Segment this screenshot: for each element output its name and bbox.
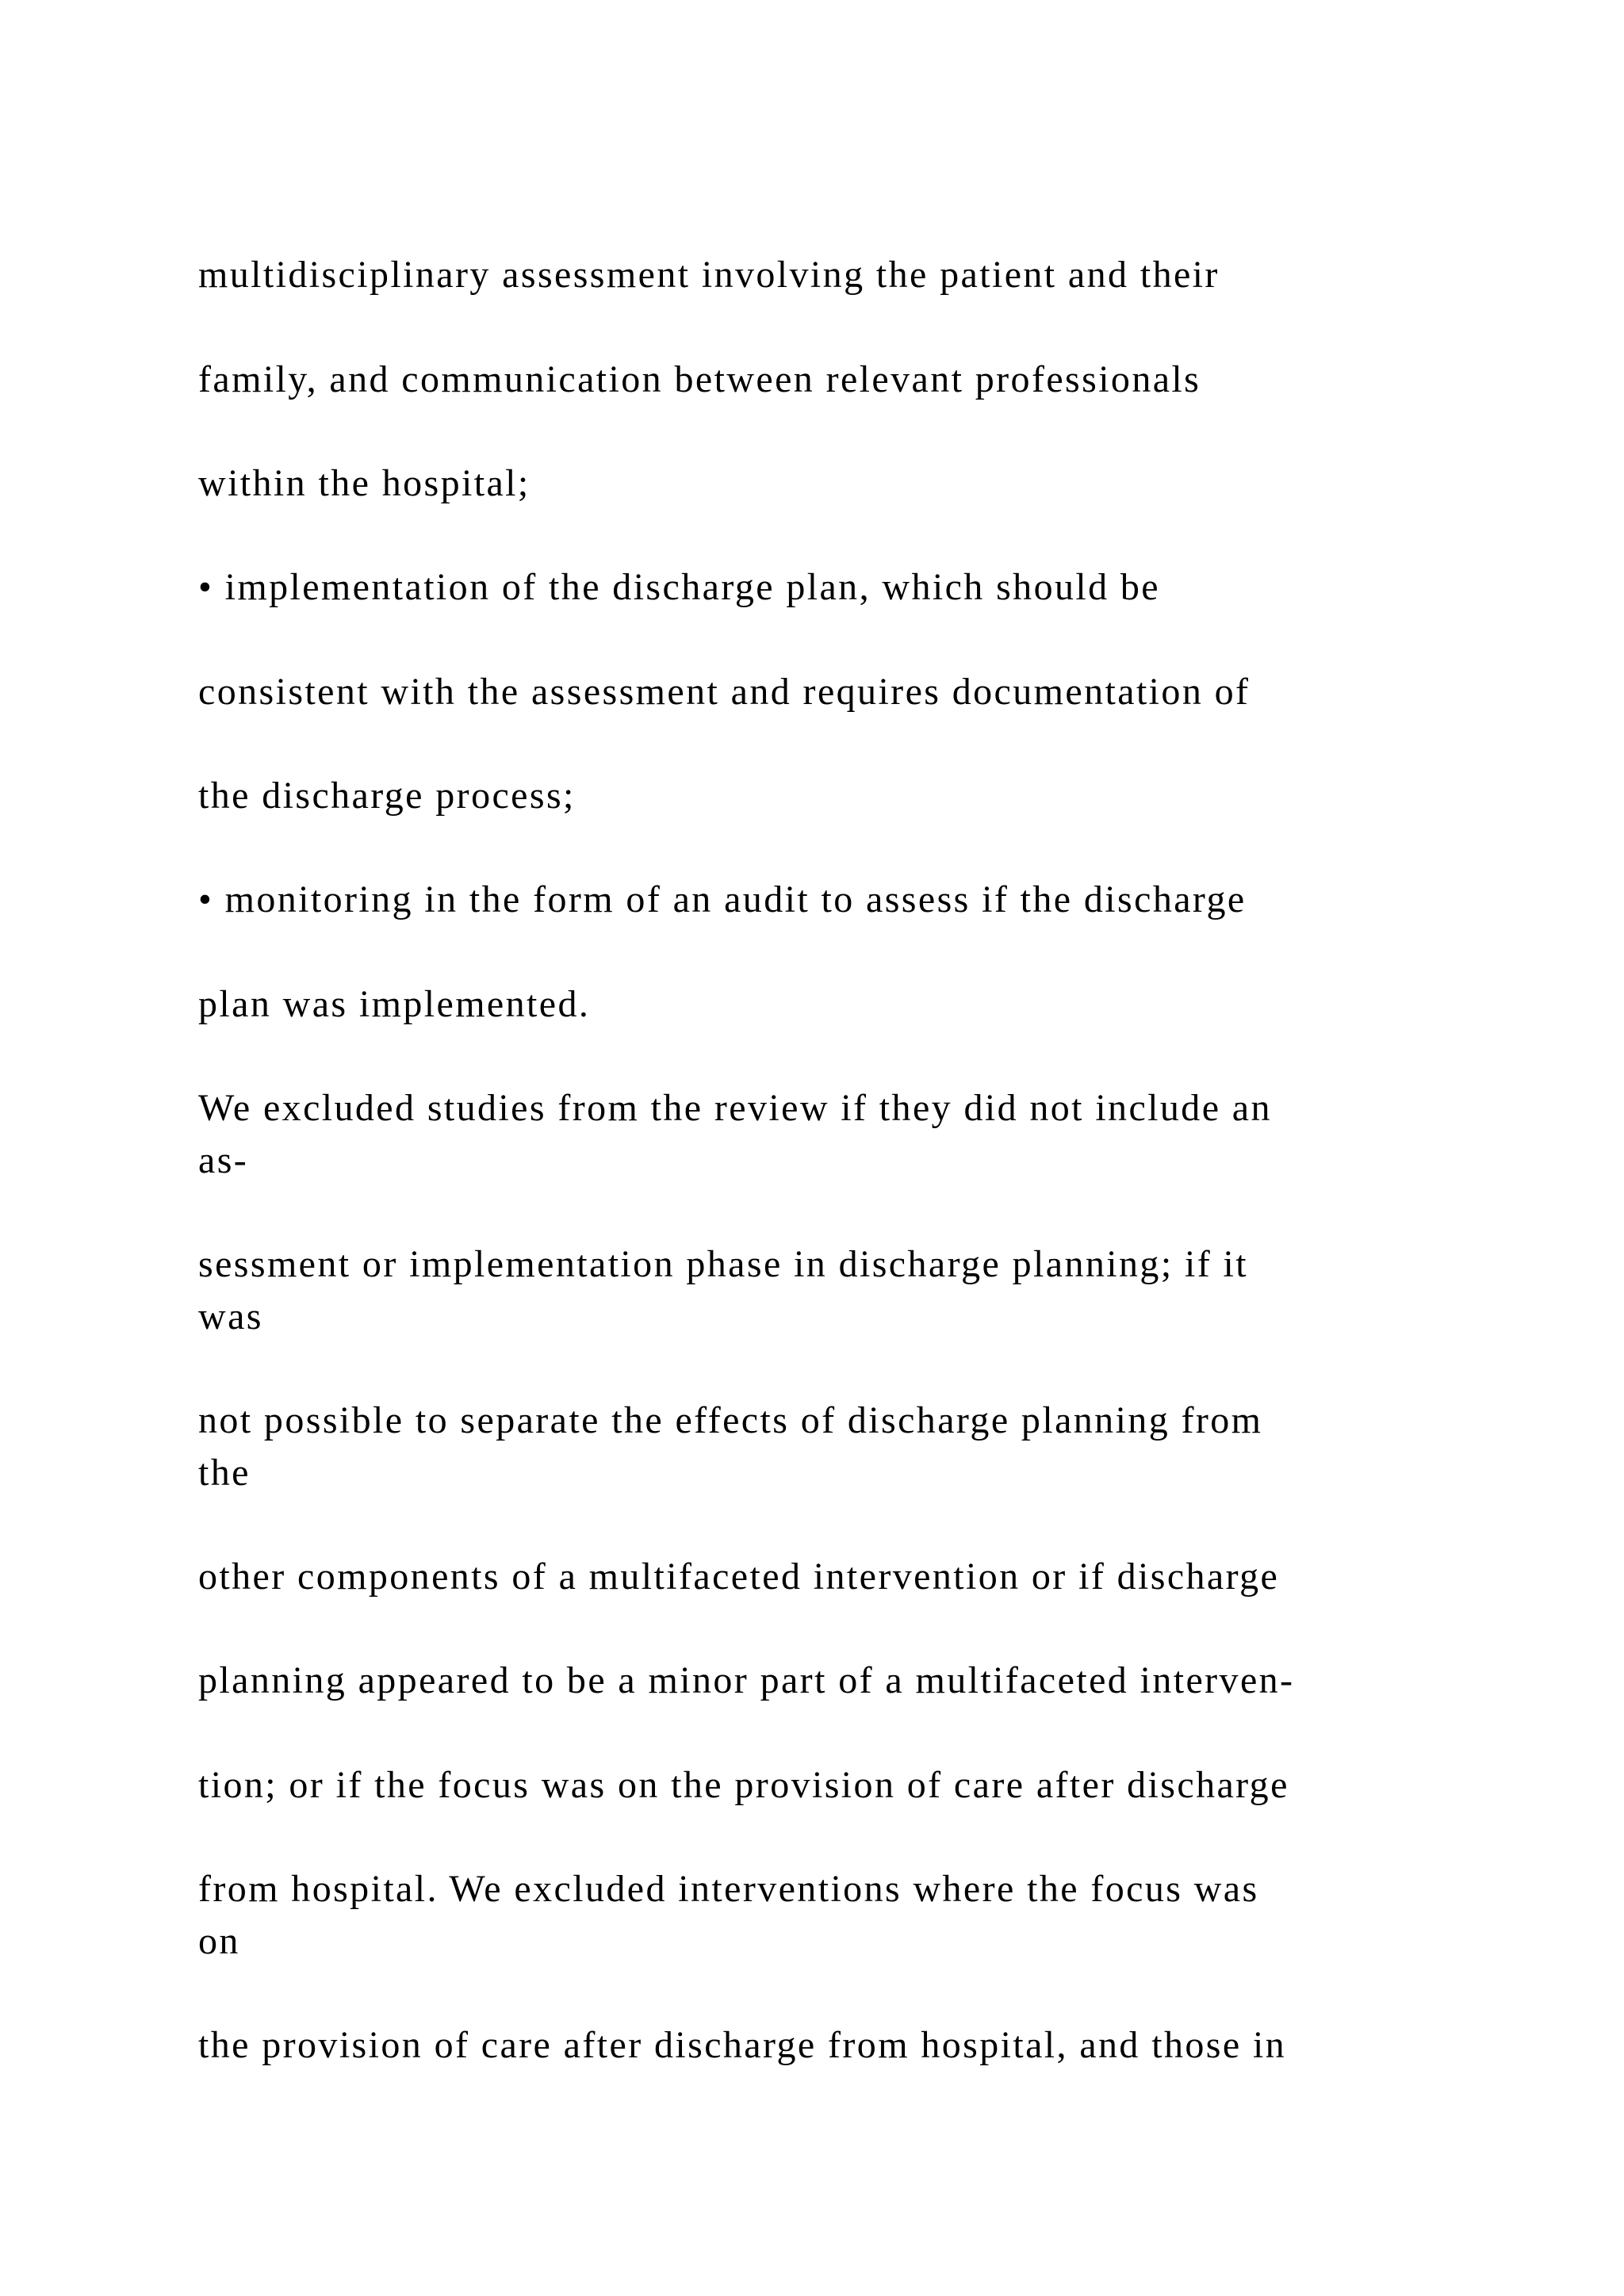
bullet-item: • implementation of the discharge plan, which should be (198, 566, 1161, 608)
text-line: planning appeared to be a minor part of a multifaceted interven- (198, 1659, 1295, 1701)
text-line-wrap: the (198, 1452, 251, 1494)
text-line: from hospital. We excluded interventions where the focus was (198, 1868, 1259, 1910)
text-line: plan was implemented. (198, 983, 591, 1025)
text-line: the provision of care after discharge from hospital, and those in (198, 2024, 1287, 2066)
text-line: other components of a multifaceted intervention or if discharge (198, 1556, 1280, 1598)
text-line: within the hospital; (198, 462, 530, 504)
text-line: We excluded studies from the review if they did not include an (198, 1087, 1272, 1129)
text-line-wrap: on (198, 1920, 240, 1962)
text-line: the discharge process; (198, 775, 576, 817)
text-line: tion; or if the focus was on the provision of care after discharge (198, 1764, 1289, 1806)
text-line: sessment or implementation phase in discharge planning; if it (198, 1243, 1248, 1285)
text-line-wrap: as- (198, 1139, 249, 1181)
text-line-wrap: was (198, 1295, 263, 1337)
text-line: not possible to separate the effects of discharge planning from (198, 1399, 1263, 1441)
text-line: consistent with the assessment and requires documentation of (198, 671, 1251, 713)
bullet-item: • monitoring in the form of an audit to assess if the discharge (198, 878, 1247, 920)
text-line: multidisciplinary assessment involving the patient and their (198, 254, 1220, 296)
text-line: family, and communication between relevant professionals (198, 358, 1201, 400)
